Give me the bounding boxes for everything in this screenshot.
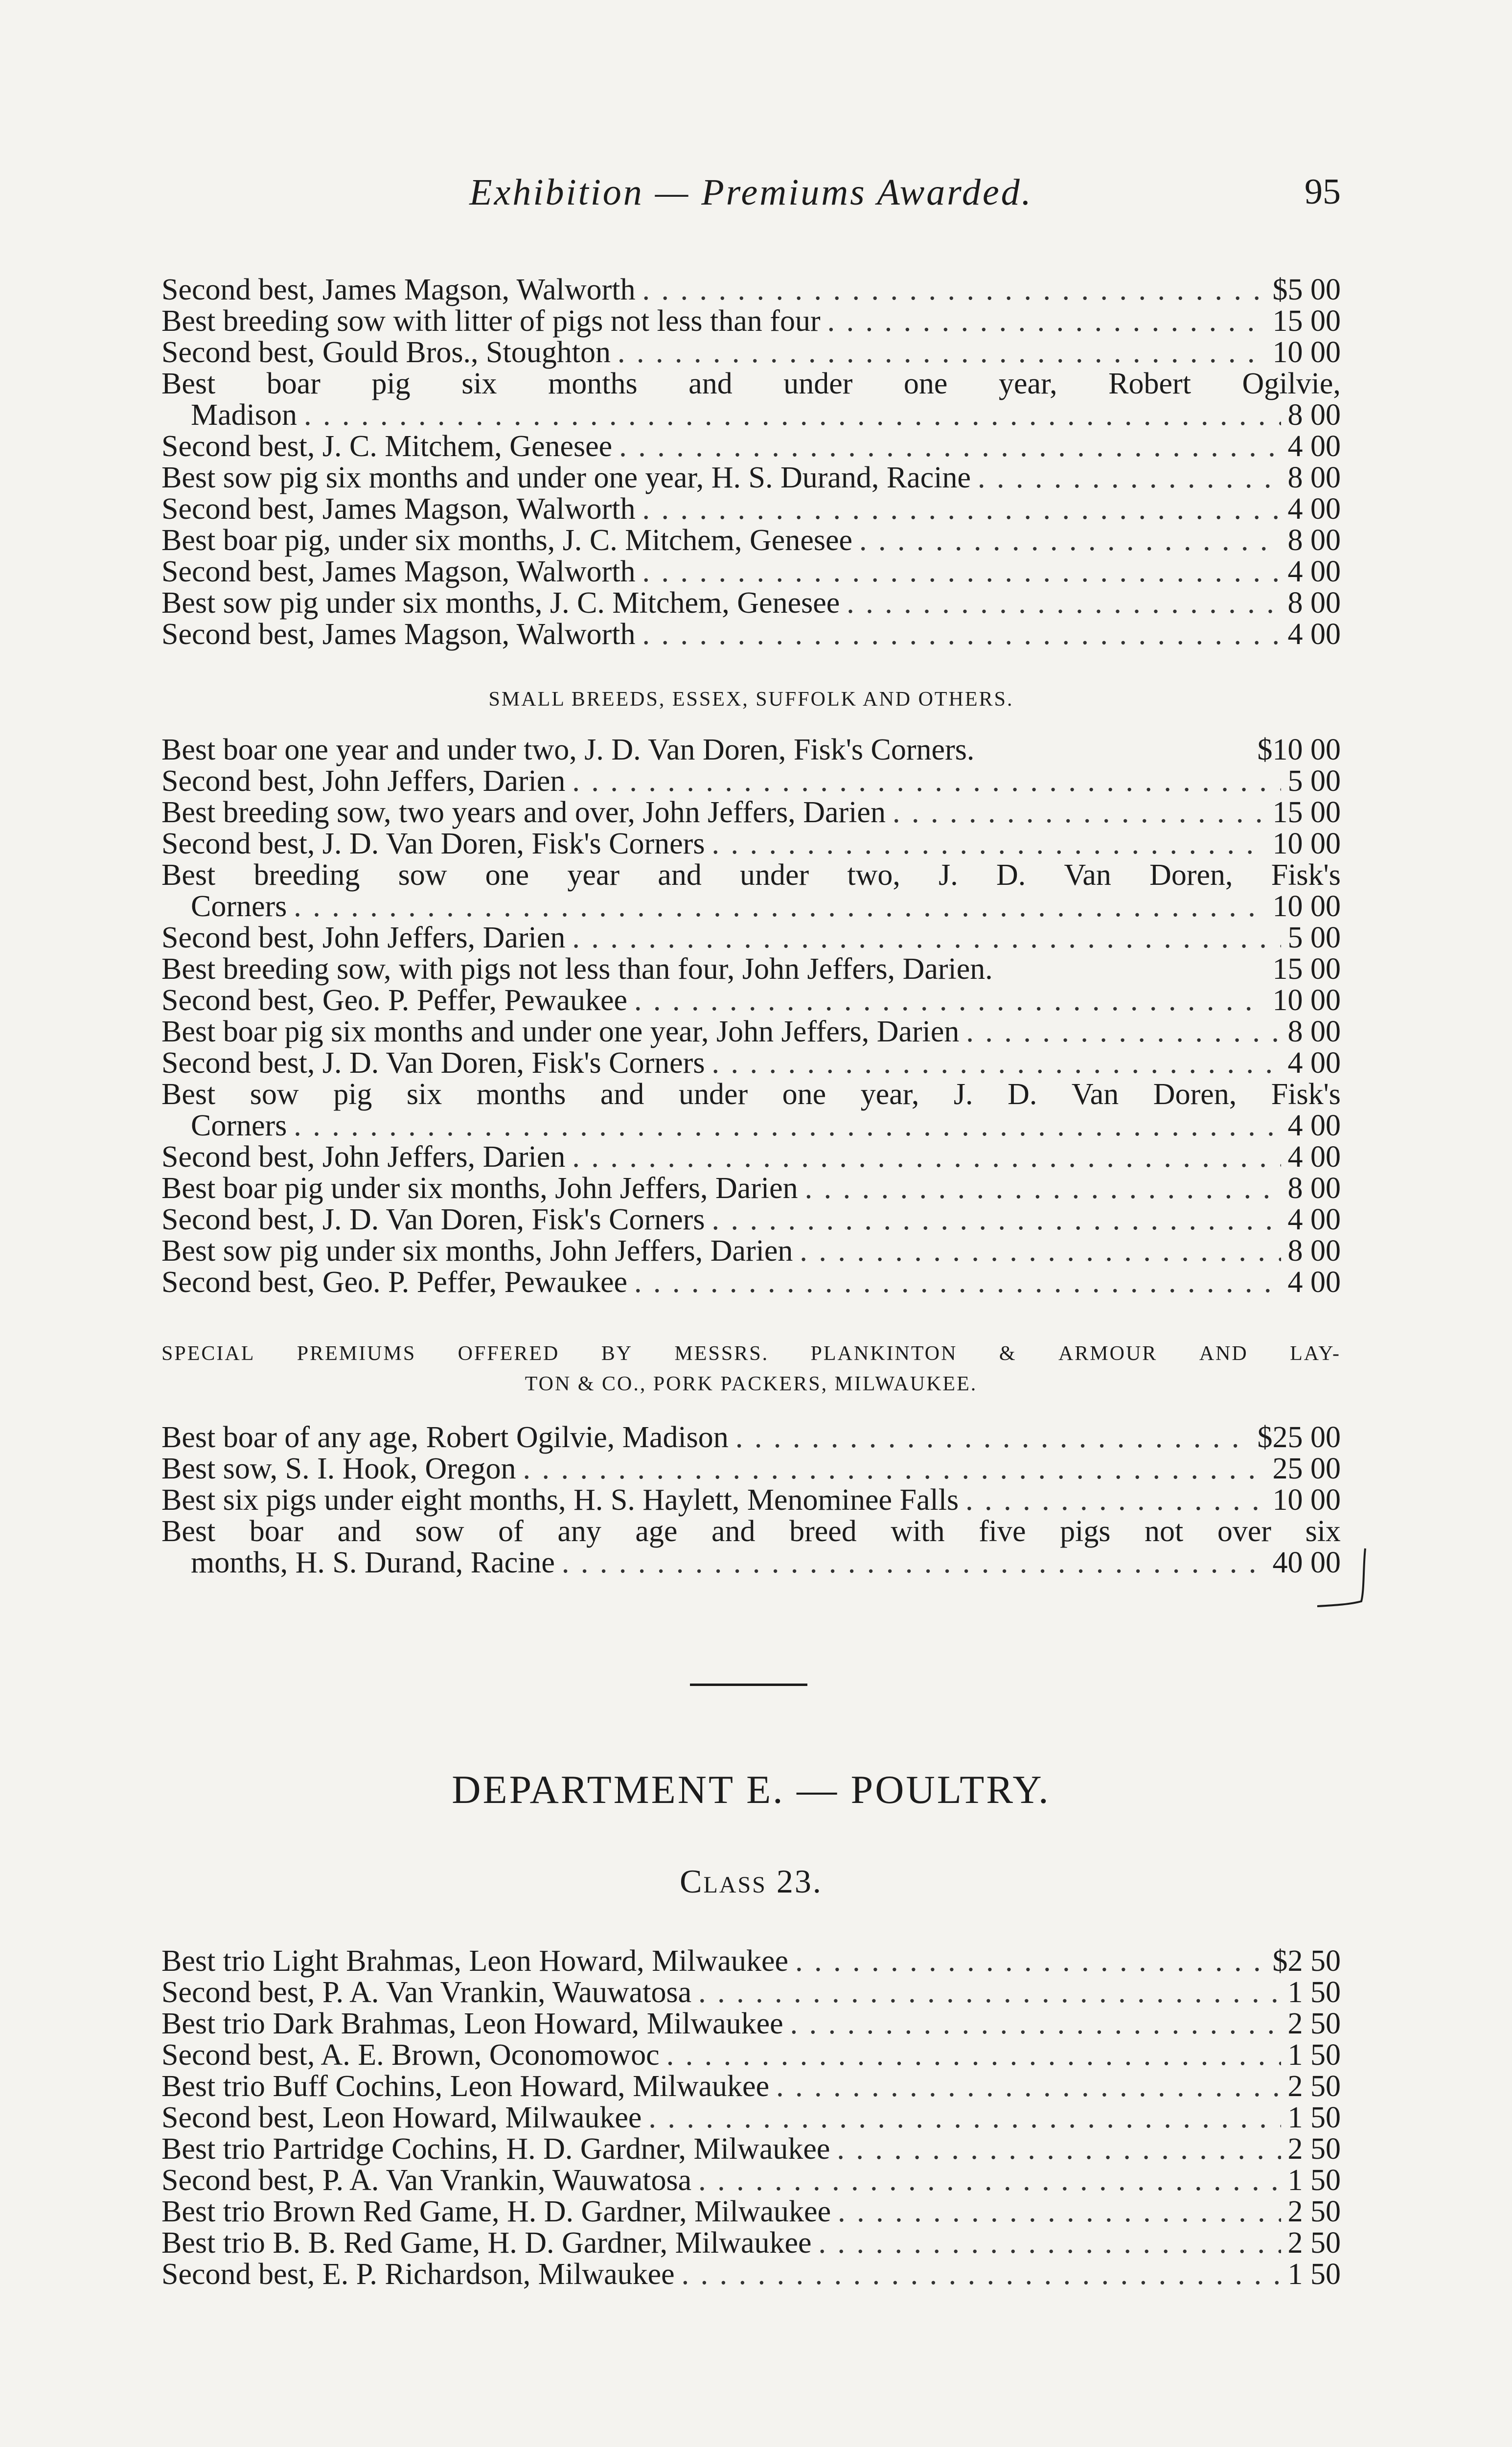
entry-amount: 4 00 — [1287, 1203, 1341, 1236]
premium-entry — [161, 1204, 1341, 1235]
special-heading-word: ARMOUR — [1058, 1342, 1158, 1365]
entry-word: pig — [371, 367, 411, 400]
entry-text: Second best, Geo. P. Peffer, Pewaukee — [161, 1266, 627, 1299]
premium-entry-line — [161, 337, 1341, 368]
entry-text: Second best, James Magson, Walworth — [161, 273, 636, 306]
dot-leader — [634, 1267, 1281, 1298]
premium-entry — [161, 2039, 1341, 2071]
premium-entry-line — [161, 953, 1341, 985]
special-heading-word: MESSRS. — [674, 1342, 769, 1365]
entry-word: one — [903, 367, 948, 400]
special-heading-line-1 — [161, 1339, 1341, 1369]
premium-entry-line — [161, 1016, 1341, 1047]
entry-word: and — [658, 858, 702, 892]
entry-word: Best — [161, 858, 216, 892]
entry-text: Second best, A. E. Brown, Oconomowoc — [161, 2038, 660, 2072]
entry-word: six — [1305, 1515, 1341, 1548]
dot-leader — [978, 462, 1281, 493]
entry-word: and — [711, 1515, 756, 1548]
entry-word: Fisk's — [1271, 1078, 1341, 1111]
premium-entry — [161, 1016, 1341, 1047]
premium-entry-line — [161, 2227, 1341, 2259]
special-heading-word: SPECIAL — [161, 1342, 255, 1365]
entry-text: Second best, John Jeffers, Darien — [161, 764, 566, 798]
entry-text: Second best, John Jeffers, Darien — [161, 921, 566, 954]
entry-word: Best — [161, 1078, 216, 1111]
entry-amount: 2 50 — [1287, 2226, 1341, 2260]
entry-text: Best trio Buff Cochins, Leon Howard, Milwaukee — [161, 2070, 770, 2103]
special-heading-word: PLANKINTON — [810, 1342, 958, 1365]
entry-word: Best — [161, 1515, 216, 1548]
entry-text: Second best, E. P. Richardson, Milwaukee — [161, 2258, 675, 2291]
entry-word: six — [406, 1078, 442, 1111]
dot-leader — [294, 1110, 1281, 1141]
entry-amount: 8 00 — [1287, 586, 1341, 620]
entry-word: one — [782, 1078, 826, 1111]
entry-text: Second best, Leon Howard, Milwaukee — [161, 2101, 642, 2134]
entry-amount: 1 50 — [1287, 1976, 1341, 2009]
entry-amount: $5 00 — [1272, 273, 1341, 306]
dot-leader — [682, 2259, 1281, 2290]
premium-entry — [161, 1484, 1341, 1516]
entry-amount: 10 00 — [1272, 890, 1341, 923]
entry-text: Corners — [191, 890, 287, 923]
entry-text: months, H. S. Durand, Racine — [191, 1546, 555, 1579]
premium-entry-line — [161, 985, 1341, 1016]
entry-amount: 15 00 — [1272, 304, 1341, 338]
entry-word: sow — [415, 1515, 464, 1548]
dot-leader — [819, 2227, 1281, 2259]
entry-amount: 1 50 — [1287, 2038, 1341, 2072]
dot-leader — [572, 922, 1281, 953]
entry-text: Best boar one year and under two, J. D. Van Doren, Fisk's Corners. — [161, 733, 975, 766]
entry-text: Best six pigs under eight months, H. S. Haylett, Menominee Falls — [161, 1483, 959, 1517]
dot-leader — [776, 2071, 1281, 2102]
entry-word: Doren, — [1153, 1078, 1237, 1111]
entry-amount: 2 50 — [1287, 2070, 1341, 2103]
entry-word: Van — [1071, 1078, 1119, 1111]
dot-leader — [827, 305, 1266, 337]
premium-entry — [161, 2102, 1341, 2133]
premium-entry-line — [161, 1977, 1341, 2008]
entry-text: Corners — [191, 1109, 287, 1142]
premium-entry — [161, 2196, 1341, 2227]
dot-leader — [642, 619, 1281, 650]
premium-entry — [161, 859, 1341, 922]
entry-amount: 4 00 — [1287, 555, 1341, 588]
special-heading-word: & — [999, 1342, 1017, 1365]
dot-leader — [698, 2165, 1281, 2196]
entry-text: Second best, Gould Bros., Stoughton — [161, 336, 611, 369]
premium-entry-line — [161, 1204, 1341, 1235]
premium-entry-line — [161, 2102, 1341, 2133]
premium-entry-first-line — [161, 368, 1341, 399]
premium-entry-line — [161, 2165, 1341, 2196]
special-premiums-heading — [161, 1339, 1341, 1399]
premium-entry-line — [161, 1484, 1341, 1516]
entry-word: Doren, — [1149, 858, 1233, 892]
entry-word: sow — [250, 1078, 299, 1111]
premium-list-poultry — [161, 1945, 1341, 2290]
premium-entry — [161, 1267, 1341, 1298]
dot-leader — [966, 1016, 1281, 1047]
entry-amount: 4 00 — [1287, 430, 1341, 463]
premium-entry-continuation — [161, 399, 1341, 431]
entry-amount: 4 00 — [1287, 1046, 1341, 1080]
entry-word: pigs — [1060, 1515, 1111, 1548]
entry-text: Best trio B. B. Red Game, H. D. Gardner, Milwaukee — [161, 2226, 812, 2260]
premium-entry-continuation — [161, 891, 1341, 922]
premium-entry-line — [161, 1235, 1341, 1267]
premium-entry — [161, 2259, 1341, 2290]
entry-amount: 8 00 — [1287, 398, 1341, 432]
entry-text: Second best, P. A. Van Vrankin, Wauwatosa — [161, 2164, 692, 2197]
entry-text: Best trio Light Brahmas, Leon Howard, Milwaukee — [161, 1944, 789, 1978]
premium-entry-line — [161, 305, 1341, 337]
entry-amount: 4 00 — [1287, 1266, 1341, 1299]
premium-entry-line — [161, 587, 1341, 619]
premium-entry-line — [161, 1173, 1341, 1204]
entry-word: D. — [996, 858, 1026, 892]
premium-entry — [161, 765, 1341, 797]
entry-text: Second best, James Magson, Walworth — [161, 618, 636, 651]
dot-leader — [837, 2133, 1281, 2165]
premium-entry — [161, 1945, 1341, 1977]
dot-leader — [562, 1547, 1266, 1578]
dot-leader — [711, 1204, 1281, 1235]
entry-word: months — [548, 367, 638, 400]
dot-leader — [893, 797, 1266, 828]
entry-text: Second best, J. D. Van Doren, Fisk's Corners — [161, 827, 705, 860]
entry-text: Best sow pig six months and under one year, H. S. Durand, Racine — [161, 461, 971, 494]
dot-leader — [634, 985, 1266, 1016]
dot-leader — [642, 556, 1281, 587]
premium-entry — [161, 797, 1341, 828]
premium-entry-line — [161, 1945, 1341, 1977]
entry-word: boar — [266, 367, 321, 400]
premium-entry-first-line — [161, 1079, 1341, 1110]
entry-word: sow — [398, 858, 447, 892]
entry-text: Second best, J. D. Van Doren, Fisk's Corners — [161, 1203, 705, 1236]
entry-word: Best — [161, 367, 216, 400]
entry-word: months — [476, 1078, 566, 1111]
premium-entry — [161, 2071, 1341, 2102]
premium-entry — [161, 525, 1341, 556]
dot-leader — [294, 891, 1265, 922]
entry-amount: 4 00 — [1287, 492, 1341, 526]
special-heading-word: BY — [601, 1342, 633, 1365]
entry-text: Second best, J. C. Mitchem, Genesee — [161, 430, 613, 463]
entry-text: Best trio Partridge Cochins, H. D. Gardner, Milwaukee — [161, 2132, 830, 2166]
entry-word: boar — [249, 1515, 303, 1548]
premium-entry-line — [161, 274, 1341, 305]
premium-entry — [161, 1977, 1341, 2008]
dot-leader — [795, 1945, 1265, 1977]
premium-entry — [161, 2165, 1341, 2196]
entry-amount: $10 00 — [1257, 733, 1341, 766]
premium-entry — [161, 462, 1341, 493]
entry-text: Best boar pig, under six months, J. C. Mitchem, Genesee — [161, 524, 853, 557]
entry-word: J. — [939, 858, 958, 892]
entry-text: Second best, J. D. Van Doren, Fisk's Corners — [161, 1046, 705, 1080]
premium-entry — [161, 734, 1341, 765]
premium-entry-line — [161, 2133, 1341, 2165]
entry-amount: 1 50 — [1287, 2258, 1341, 2291]
special-heading-word: PREMIUMS — [297, 1342, 416, 1365]
entry-word: D. — [1008, 1078, 1037, 1111]
premium-entry — [161, 305, 1341, 337]
dot-leader — [666, 2039, 1281, 2071]
entry-amount: 1 50 — [1287, 2101, 1341, 2134]
entry-text: Best boar pig six months and under one year, John Jeffers, Darien — [161, 1015, 960, 1048]
premium-entry-line — [161, 2196, 1341, 2227]
premium-entry-continuation — [161, 1110, 1341, 1141]
entry-word: and — [600, 1078, 644, 1111]
subhead-small-breeds: SMALL BREEDS, ESSEX, SUFFOLK AND OTHERS. — [488, 688, 1014, 711]
entry-amount: 40 00 — [1272, 1546, 1341, 1579]
entry-word: two, — [847, 858, 900, 892]
entry-text: Second best, James Magson, Walworth — [161, 492, 636, 526]
entry-word: and — [688, 367, 733, 400]
entry-amount: 10 00 — [1272, 336, 1341, 369]
entry-text: Second best, Geo. P. Peffer, Pewaukee — [161, 984, 627, 1017]
special-heading-word: LAY- — [1290, 1342, 1341, 1365]
entry-word: under — [740, 858, 809, 892]
dot-leader — [642, 493, 1281, 525]
premium-entry-line — [161, 493, 1341, 525]
premium-entry-line — [161, 462, 1341, 493]
entry-word: any — [557, 1515, 601, 1548]
entry-word: age — [635, 1515, 678, 1548]
premium-entry-line — [161, 525, 1341, 556]
premium-entry — [161, 1453, 1341, 1484]
entry-text: Best trio Brown Red Game, H. D. Gardner, Milwaukee — [161, 2195, 831, 2228]
entry-text: Second best, P. A. Van Vrankin, Wauwatosa — [161, 1976, 692, 2009]
dot-leader — [805, 1173, 1281, 1204]
entry-text: Best sow pig under six months, J. C. Mitchem, Genesee — [161, 586, 840, 620]
entry-word: under — [678, 1078, 748, 1111]
entry-text: Best breeding sow, two years and over, John Jeffers, Darien — [161, 796, 886, 829]
dot-leader — [698, 1977, 1281, 2008]
premium-entry-line — [161, 556, 1341, 587]
entry-amount: 2 50 — [1287, 2007, 1341, 2040]
dot-leader — [800, 1235, 1281, 1267]
entry-word: Fisk's — [1271, 858, 1341, 892]
entry-word: J. — [953, 1078, 973, 1111]
entry-word: over — [1217, 1515, 1271, 1548]
entry-amount: 10 00 — [1272, 1483, 1341, 1517]
premium-entry — [161, 1047, 1341, 1079]
entry-amount: 8 00 — [1287, 1172, 1341, 1205]
premium-entry — [161, 2227, 1341, 2259]
premium-entry-line — [161, 1047, 1341, 1079]
class-title: Class 23. — [680, 1863, 823, 1900]
premium-entry-line — [161, 2008, 1341, 2039]
entry-amount: 1 50 — [1287, 2164, 1341, 2197]
entry-amount: 15 00 — [1272, 796, 1341, 829]
premium-entry-continuation — [161, 1547, 1341, 1578]
entry-amount: 2 50 — [1287, 2195, 1341, 2228]
entry-word: year, — [860, 1078, 919, 1111]
entry-amount: $2 50 — [1272, 1944, 1341, 1978]
entry-text: Second best, James Magson, Walworth — [161, 555, 636, 588]
entry-amount: 8 00 — [1287, 461, 1341, 494]
department-title: DEPARTMENT E. — POULTRY. — [452, 1767, 1051, 1812]
premium-entry-first-line — [161, 1516, 1341, 1547]
entry-text: Best sow pig under six months, John Jeffers, Darien — [161, 1234, 793, 1268]
entry-word: pig — [333, 1078, 372, 1111]
entry-amount: 10 00 — [1272, 827, 1341, 860]
premium-entry-line — [161, 828, 1341, 859]
entry-amount: 8 00 — [1287, 1015, 1341, 1048]
entry-text: Best sow, S. I. Hook, Oregon — [161, 1452, 516, 1485]
premium-entry-line — [161, 2039, 1341, 2071]
entry-amount: 5 00 — [1287, 764, 1341, 798]
dot-leader — [572, 765, 1281, 797]
premium-entry — [161, 1141, 1341, 1173]
premium-entry — [161, 1079, 1341, 1141]
entry-word: six — [461, 367, 497, 400]
premium-entry — [161, 985, 1341, 1016]
dot-leader — [965, 1484, 1265, 1516]
premium-entry-line — [161, 431, 1341, 462]
premium-entry-line — [161, 797, 1341, 828]
dot-leader — [790, 2008, 1281, 2039]
entry-word: not — [1145, 1515, 1184, 1548]
entry-word: five — [979, 1515, 1026, 1548]
entry-amount: 10 00 — [1272, 984, 1341, 1017]
entry-word: Van — [1064, 858, 1111, 892]
entry-text: Best boar of any age, Robert Ogilvie, Madison — [161, 1421, 729, 1454]
premium-entry-line — [161, 734, 1341, 765]
premium-list-small-breeds — [161, 734, 1341, 1298]
entry-word: with — [891, 1515, 945, 1548]
premium-entry-line — [161, 1453, 1341, 1484]
special-heading-word: AND — [1199, 1342, 1248, 1365]
entry-amount: 5 00 — [1287, 921, 1341, 954]
dot-leader — [838, 2196, 1281, 2227]
premium-entry-line — [161, 2071, 1341, 2102]
premium-entry — [161, 337, 1341, 368]
premium-entry — [161, 493, 1341, 525]
dot-leader — [847, 587, 1281, 619]
premium-entry — [161, 1516, 1341, 1578]
entry-word: year, — [998, 367, 1057, 400]
premium-list-large-breeds — [161, 274, 1341, 650]
premium-entry-line — [161, 765, 1341, 797]
dot-leader — [735, 1422, 1251, 1453]
premium-entry — [161, 1235, 1341, 1267]
premium-entry — [161, 922, 1341, 953]
dot-leader — [642, 274, 1266, 305]
premium-entry — [161, 619, 1341, 650]
entry-text: Best trio Dark Brahmas, Leon Howard, Milwaukee — [161, 2007, 783, 2040]
premium-entry — [161, 431, 1341, 462]
premium-entry — [161, 274, 1341, 305]
entry-amount: 15 00 — [1272, 952, 1341, 986]
premium-entry-first-line — [161, 859, 1341, 891]
entry-word: breed — [789, 1515, 857, 1548]
entry-text: Madison — [191, 398, 297, 432]
entry-word: one — [485, 858, 529, 892]
entry-text: Second best, John Jeffers, Darien — [161, 1140, 566, 1174]
premium-entry — [161, 1422, 1341, 1453]
entry-amount: 8 00 — [1287, 1234, 1341, 1268]
dot-leader — [572, 1141, 1281, 1173]
entry-amount: $25 00 — [1257, 1421, 1341, 1454]
dot-leader — [711, 1047, 1281, 1079]
entry-text: Best boar pig under six months, John Jeffers, Darien — [161, 1172, 798, 1205]
premium-entry-line — [161, 922, 1341, 953]
special-heading-line-2: TON & CO., PORK PACKERS, MILWAUKEE. — [525, 1373, 978, 1395]
premium-list-special — [161, 1422, 1341, 1578]
premium-entry-line — [161, 1422, 1341, 1453]
entry-word: Robert — [1108, 367, 1191, 400]
entry-amount: 2 50 — [1287, 2132, 1341, 2166]
entry-word: under — [783, 367, 853, 400]
dot-leader — [618, 337, 1266, 368]
dot-leader — [304, 399, 1281, 431]
premium-entry — [161, 587, 1341, 619]
premium-entry — [161, 828, 1341, 859]
premium-entry — [161, 556, 1341, 587]
dot-leader — [619, 431, 1281, 462]
premium-entry — [161, 1173, 1341, 1204]
entry-amount: 4 00 — [1287, 618, 1341, 651]
premium-entry-line — [161, 2259, 1341, 2290]
dot-leader — [523, 1453, 1265, 1484]
premium-entry-line — [161, 1267, 1341, 1298]
entry-word: of — [498, 1515, 524, 1548]
entry-amount: 4 00 — [1287, 1109, 1341, 1142]
premium-entry-line — [161, 619, 1341, 650]
dot-leader — [711, 828, 1265, 859]
premium-entry — [161, 2008, 1341, 2039]
premium-entry — [161, 953, 1341, 985]
section-divider-rule — [690, 1684, 807, 1686]
dot-leader — [859, 525, 1281, 556]
page-number: 95 — [1305, 172, 1341, 212]
entry-word: breeding — [253, 858, 360, 892]
entry-amount: 25 00 — [1272, 1452, 1341, 1485]
entry-word: and — [337, 1515, 382, 1548]
handwritten-bracket-mark — [1316, 1547, 1370, 1610]
entry-word: Ogilvie, — [1242, 367, 1341, 400]
premium-entry-line — [161, 1141, 1341, 1173]
special-heading-word: OFFERED — [458, 1342, 560, 1365]
entry-text: Best breeding sow with litter of pigs not less than four — [161, 304, 821, 338]
running-title: Exhibition — Premiums Awarded. — [469, 172, 1033, 213]
premium-entry — [161, 368, 1341, 431]
premium-entry — [161, 2133, 1341, 2165]
dot-leader — [648, 2102, 1281, 2133]
entry-amount: 8 00 — [1287, 524, 1341, 557]
running-head — [161, 171, 1341, 213]
entry-text: Best breeding sow, with pigs not less than four, John Jeffers, Darien. — [161, 952, 993, 986]
entry-word: year — [567, 858, 620, 892]
entry-amount: 4 00 — [1287, 1140, 1341, 1174]
